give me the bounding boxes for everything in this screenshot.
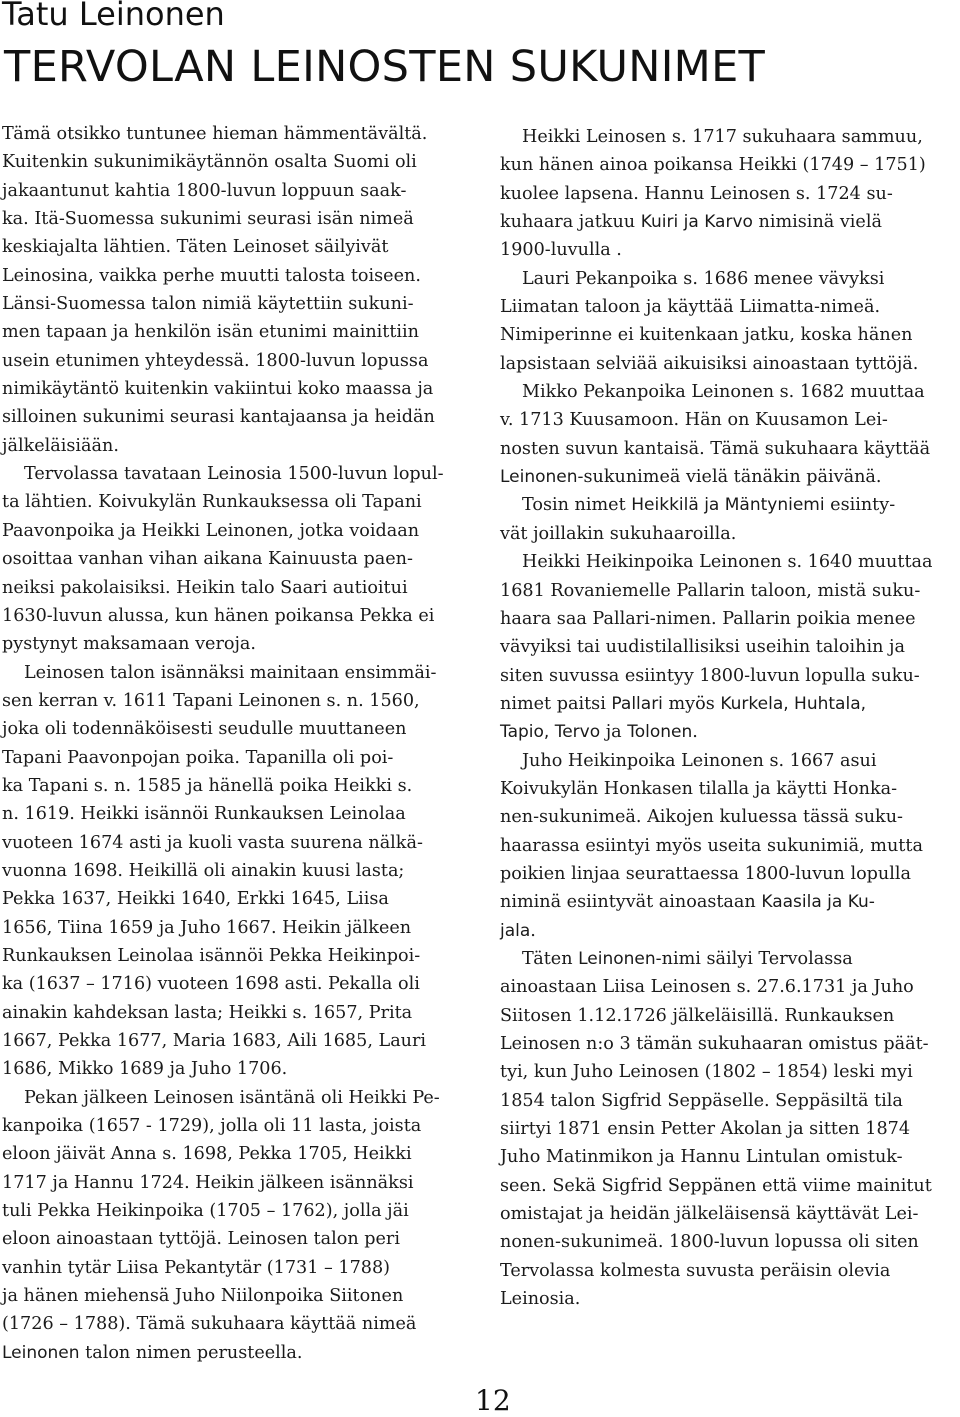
text-line: Heikki Heikinpoika Leinonen s. 1640 muuttaa: [522, 552, 933, 573]
surname-highlight: Kaasila ja Ku-: [761, 892, 875, 913]
text-line: Heikki Leinosen s. 1717 sukuhaara sammuu,: [522, 127, 923, 147]
text-run: ja: [600, 722, 628, 743]
text-line: sen kerran v. 1611 Tapani Leinonen s. n. 1560,: [2, 690, 420, 711]
text-line: v. 1713 Kuusamoon. Hän on Kuusamon Lei-: [500, 410, 888, 431]
surname-highlight: Tapio, Tervo: [500, 722, 601, 743]
text-run: talon nimen perusteella.: [79, 1342, 303, 1363]
text-line: nimikäytäntö kuitenkin vakiintui koko maassa ja: [2, 379, 434, 400]
text-run: .: [530, 920, 536, 941]
surname-highlight: Leinonen: [2, 1342, 80, 1363]
text-line: Tervolassa tavataan Leinosia 1500-luvun lopul-: [24, 464, 444, 485]
surname-highlight: Pallari: [611, 693, 663, 714]
text-line: ka. Itä-Suomessa sukunimi seurasi isän nimeä: [2, 209, 414, 230]
text-line: haarassa esiintyi myös useita sukunimiä, mutta: [500, 835, 923, 856]
text-line: seen. Sekä Sigfrid Seppänen että viime mainitut: [500, 1175, 932, 1196]
text-line: Lauri Pekanpoika s. 1686 menee vävyksi: [522, 268, 885, 289]
text-line: men tapaan ja henkilön isän etunimi mainittiin: [2, 322, 420, 343]
text-line: Nimiperinne ei kuitenkaan jatku, koska hänen: [500, 325, 913, 346]
text-line: eloon ainoastaan tyttöjä. Leinosen talon peri: [2, 1229, 400, 1250]
text-line: usein etunimen yhteydessä. 1800-luvun lopussa: [2, 350, 429, 371]
text-line: (1726 – 1788). Tämä sukuhaara käyttää nimeä: [2, 1314, 417, 1335]
text-line: poikien linjaa seurattaessa 1800-luvun lopulla: [500, 863, 911, 884]
text-line: 1686, Mikko 1689 ja Juho 1706.: [2, 1059, 288, 1080]
text-line: siirtyi 1871 ensin Petter Akolan ja sitten 1874: [500, 1119, 911, 1140]
surname-highlight: Kuiri ja Karvo: [640, 212, 753, 233]
text-line: ka (1637 – 1716) vuoteen 1698 asti. Pekalla oli: [2, 974, 420, 995]
article-title: TERVOLAN LEINOSTEN SUKUNIMET: [4, 42, 766, 92]
text-run: niminä esiintyvät ainoastaan: [500, 892, 762, 913]
text-line: [500, 491, 960, 519]
text-line: vuonna 1698. Heikillä oli ainakin kuusi lasta;: [2, 860, 405, 881]
text-line: [500, 208, 960, 236]
text-line: Siitosen 1.12.1726 jälkeläisillä. Runkauksen: [500, 1005, 895, 1026]
text-line: [2, 1339, 472, 1367]
text-run: Tosin nimet: [522, 495, 632, 516]
text-run: myös: [662, 693, 721, 714]
text-line: Juho Heikinpoika Leinonen s. 1667 asui: [522, 750, 877, 771]
text-line: joka oli todennäköisesti seudulle muuttaneen: [2, 719, 407, 740]
text-line: keskiajalta lähtien. Täten Leinoset säilyivät: [2, 237, 389, 258]
text-line: 1667, Pekka 1677, Maria 1683, Aili 1685, Lauri: [2, 1031, 427, 1051]
text-line: nosten suvun kantaisä. Tämä sukuhaara käyttää: [500, 438, 931, 459]
text-line: [500, 945, 960, 973]
text-line: Tervolassa kolmesta suvusta peräisin olevia: [500, 1260, 891, 1281]
author-name: Tatu Leinonen: [2, 0, 225, 33]
text-line: 1681 Rovaniemelle Pallarin taloon, mistä suku-: [500, 580, 921, 601]
text-run: nimisinä vielä: [752, 212, 882, 233]
text-line: jälkeläisiään.: [2, 435, 119, 456]
text-line: vuoteen 1674 asti ja kuoli vasta suurena nälkä-: [2, 832, 423, 853]
text-line: vanhin tytär Liisa Pekantytär (1731 – 1788): [2, 1257, 391, 1278]
text-line: eloon jäivät Anna s. 1698, Pekka 1705, Heikki: [2, 1144, 412, 1165]
text-line: Runkauksen Leinolaa isännöi Pekka Heikinpoi-: [2, 945, 421, 966]
text-run: kuhaara jatkuu: [500, 212, 641, 233]
left-text-column: [2, 120, 472, 1367]
text-line: ainakin kahdeksan lasta; Heikki s. 1657, Prita: [2, 1002, 413, 1023]
text-line: Liimatan taloon ja käyttää Liimatta-nimeä.: [500, 297, 881, 318]
text-line: Mikko Pekanpoika Leinonen s. 1682 muuttaa: [522, 382, 925, 403]
text-run: .: [692, 722, 698, 743]
text-line: Leinosen n:o 3 tämän sukuhaaran omistus päät-: [500, 1034, 929, 1054]
text-line: nonen-sukunimeä. 1800-luvun lopussa oli siten: [500, 1232, 919, 1253]
text-line: ainoastaan Liisa Leinosen s. 27.6.1731 ja Juho: [500, 977, 914, 998]
text-line: Länsi-Suomessa talon nimiä käytettiin sukuni-: [2, 294, 414, 315]
page-number: 12: [475, 1384, 511, 1417]
text-line: osoittaa vanhan vihan aikana Kainuusta paen-: [2, 549, 413, 570]
text-line: vävyiksi tai uudistilallisiksi useihin taloihin ja: [500, 637, 905, 658]
text-line: omistajat ja heidän jälkeläisensä käyttävät Lei-: [500, 1204, 919, 1225]
text-line: Tämä otsikko tuntunee hieman hämmentävältä.: [2, 124, 428, 144]
text-line: [500, 463, 960, 491]
text-line: [500, 888, 960, 916]
text-line: 1854 talon Sigfrid Seppäselle. Seppäsiltä tila: [500, 1090, 903, 1111]
text-line: Pekan jälkeen Leinosen isäntänä oli Heikki Pe-: [24, 1087, 440, 1108]
text-line: pystynyt maksamaan veroja.: [2, 634, 257, 655]
text-run: Täten: [522, 948, 579, 969]
text-line: n. 1619. Heikki isännöi Runkauksen Leinolaa: [2, 804, 406, 825]
text-run: -sukunimeä vielä tänäkin päivänä.: [577, 467, 882, 488]
text-line: ta lähtien. Koivukylän Runkauksessa oli Tapani: [2, 492, 422, 513]
text-line: 1656, Tiina 1659 ja Juho 1667. Heikin jälkeen: [2, 917, 412, 938]
surname-highlight: Leinonen: [578, 948, 656, 969]
text-line: Juho Matinmikon ja Hannu Lintulan omistuk-: [500, 1147, 903, 1168]
text-run: -nimi säilyi Tervolassa: [655, 948, 853, 969]
text-line: lapsistaan selviää aikuisiksi ainoastaan tyttöjä.: [500, 353, 919, 374]
text-line: jakaantunut kahtia 1800-luvun loppuun saak-: [2, 180, 407, 201]
text-line: siten suvussa esiintyy 1800-luvun lopulla suku-: [500, 665, 920, 686]
surname-highlight: jala: [500, 920, 531, 941]
text-line: Leinosen talon isännäksi mainitaan ensimmäi-: [24, 662, 437, 683]
text-line: ja hänen miehensä Juho Niilonpoika Siitonen: [2, 1286, 404, 1307]
text-line: tuli Pekka Heikinpoika (1705 – 1762), jolla jäi: [2, 1201, 409, 1222]
surname-highlight: Leinonen: [500, 467, 578, 488]
text-line: [500, 917, 960, 945]
text-line: kanpoika (1657 - 1729), jolla oli 11 lasta, joista: [2, 1116, 422, 1137]
text-line: Leinosia.: [500, 1289, 581, 1310]
text-line: tyi, kun Juho Leinosen (1802 – 1854) leski myi: [500, 1062, 913, 1083]
text-run: nimet paitsi: [500, 693, 612, 714]
text-line: 1717 ja Hannu 1724. Heikin jälkeen isännäksi: [2, 1172, 414, 1193]
text-line: Tapani Paavonpojan poika. Tapanilla oli poi-: [2, 747, 394, 768]
text-line: Koivukylän Honkasen tilalla ja käytti Honka-: [500, 778, 898, 799]
text-line: kun hänen ainoa poikansa Heikki (1749 – 1751): [500, 155, 926, 176]
right-text-column: [500, 123, 960, 1313]
text-run: esiinty-: [824, 495, 896, 516]
text-line: haara saa Pallari-nimen. Pallarin poikia menee: [500, 608, 916, 629]
text-line: 1900-luvulla .: [500, 240, 622, 261]
surname-highlight: Kurkela, Huhtala,: [720, 693, 867, 714]
text-line: ka Tapani s. n. 1585 ja hänellä poika Heikki s.: [2, 775, 413, 796]
text-line: silloinen sukunimi seurasi kantajaansa ja heidän: [2, 407, 435, 428]
text-line: [500, 718, 960, 746]
text-line: neiksi pakolaisiksi. Heikin talo Saari autioitui: [2, 577, 408, 598]
surname-highlight: Heikkilä ja Mäntyniemi: [631, 495, 825, 516]
text-line: Leinosina, vaikka perhe muutti talosta toiseen.: [2, 265, 421, 286]
text-line: [500, 690, 960, 718]
text-line: Pekka 1637, Heikki 1640, Erkki 1645, Liisa: [2, 889, 389, 910]
text-line: nen-sukunimeä. Aikojen kuluessa tässä suku-: [500, 807, 903, 828]
text-line: Kuitenkin sukunimikäytännön osalta Suomi oli: [2, 152, 417, 173]
text-line: kuolee lapsena. Hannu Leinosen s. 1724 su-: [500, 183, 893, 204]
text-line: Paavonpoika ja Heikki Leinonen, jotka voidaan: [2, 520, 420, 541]
text-line: 1630-luvun alussa, kun hänen poikansa Pekka ei: [2, 605, 435, 626]
surname-highlight: Tolonen: [627, 722, 693, 743]
text-line: vät joillakin sukuhaaroilla.: [500, 523, 737, 544]
